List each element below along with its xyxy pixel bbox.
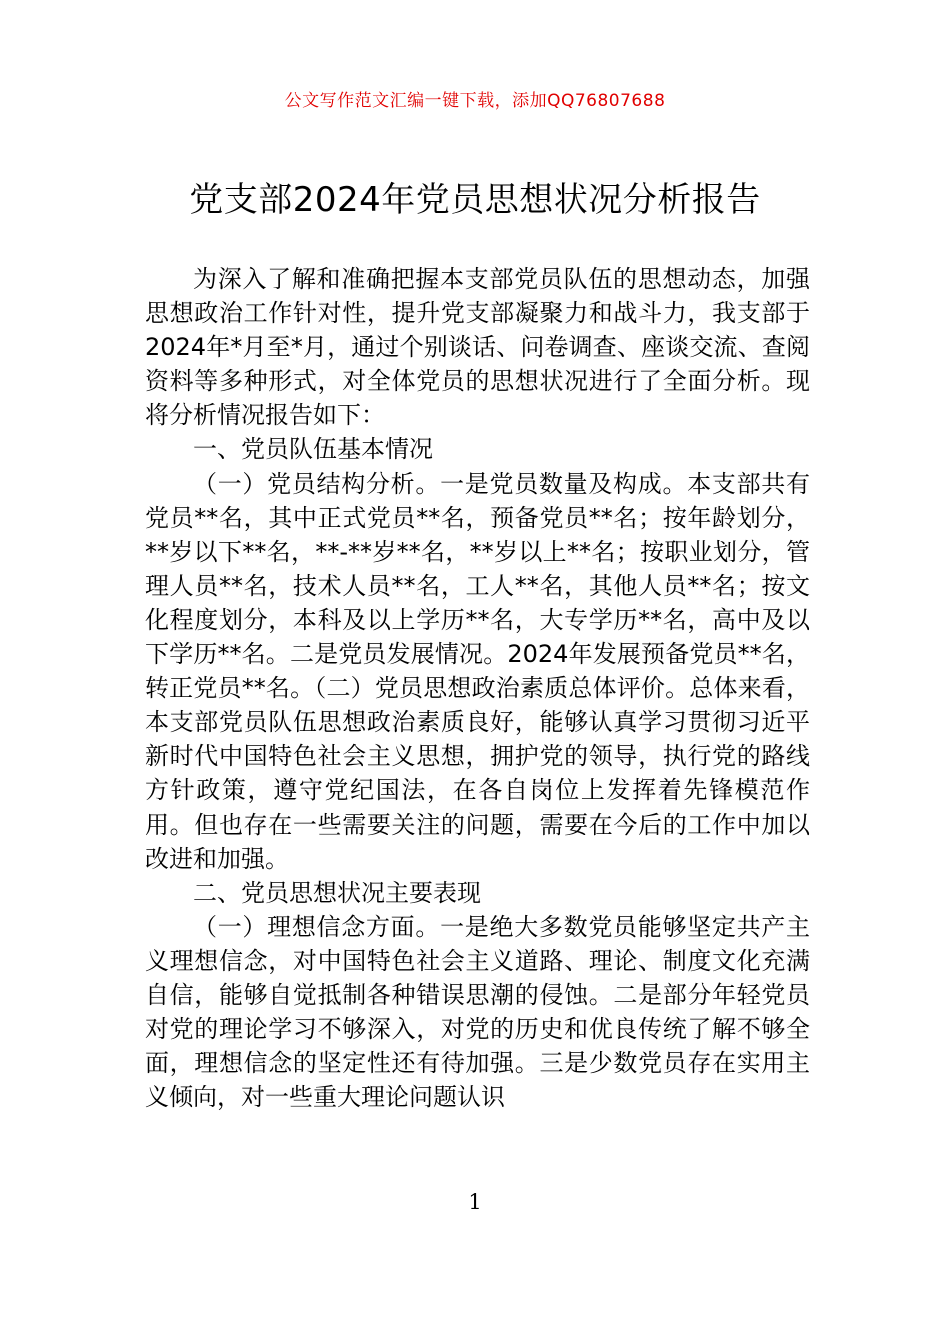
- paragraph-section-2: （一）理想信念方面。一是绝大多数党员能够坚定共产主义理想信念，对中国特色社会主义道路、理论、制度文化充满自信，能够自觉抵制各种错误思潮的侵蚀。二是部分年轻党员对党的理论学习不够深入，对党的历史和优良传统了解不够全面，理想信念的坚定性还有待加强。三是少数党员存在实用主义倾向，对一些重大理论问题认识: [145, 912, 810, 1112]
- paragraph-intro: 为深入了解和准确把握本支部党员队伍的思想动态，加强思想政治工作针对性，提升党支部凝聚力和战斗力，我支部于2024年*月至*月，通过个别谈话、问卷调查、座谈交流、查阅资料等多种形式，对全体党员的思想状况进行了全面分析。现将分析情况报告如下：: [145, 265, 810, 430]
- header-note: 公文写作范文汇编一键下载，添加QQ76807688: [284, 91, 666, 111]
- page-number: 1: [468, 1190, 482, 1214]
- document-body: [145, 262, 810, 1114]
- page-title: 党支部2024年党员思想状况分析报告: [189, 180, 761, 220]
- section-heading-1: 一、党员队伍基本情况: [193, 435, 433, 464]
- section-heading-2: 二、党员思想状况主要表现: [193, 878, 481, 907]
- paragraph-section-1: （一）党员结构分析。一是党员数量及构成。本支部共有党员**名，其中正式党员**名，预备党员**名；按年龄划分，**岁以下**名，**-**岁**名，**岁以上**名；按职业划分，管理人员**名，技术人员**名，工人**名，其他人员**名；按文化程度划分，本科及以上学历**名，大专学历**名，高中及以下学历**名。二是党员发展情况。2024年发展预备党员**名，转正党员**名。（二）党员思想政治素质总体评价。总体来看，本支部党员队伍思想政治素质良好，能够认真学习贯彻习近平新时代中国特色社会主义思想，拥护党的领导，执行党的路线方针政策，遵守党纪国法，在各自岗位上发挥着先锋模范作用。但也存在一些需要关注的问题，需要在今后的工作中加以改进和加强。: [145, 469, 810, 873]
